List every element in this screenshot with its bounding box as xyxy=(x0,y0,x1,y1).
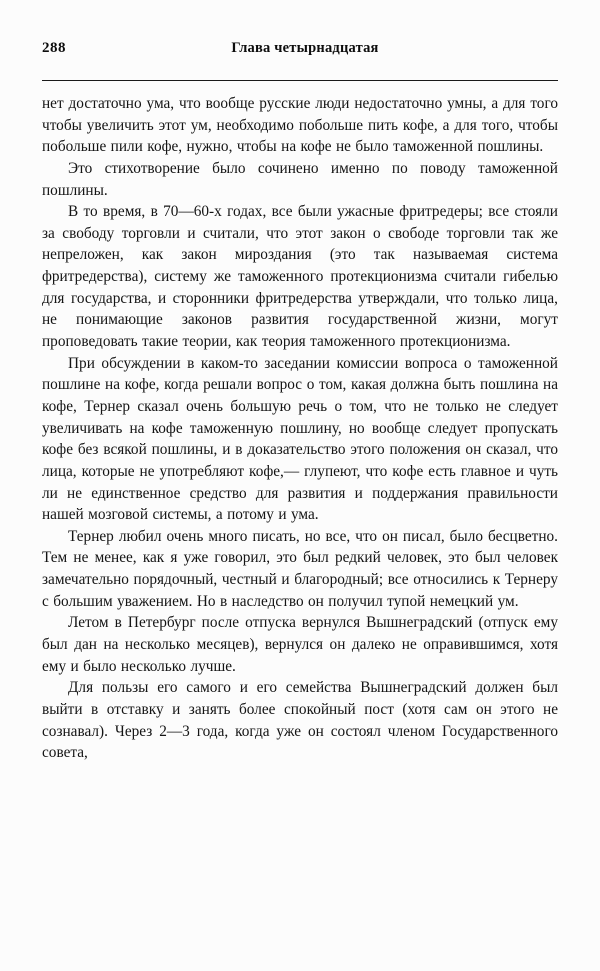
paragraph: В то время, в 70—60-х годах, все были ужасные фритредеры; все стояли за свободу торговли и считали, что этот закон о свободе торговли так же непреложен, как закон мироздания (это так называемая система фритредерства), систему же таможенного протекционизма считали гибелью для государства, и сторонники фритредерства утверждали, что только лица, не понимающие законов развития государственной жизни, могут проповедовать такие теории, как теория таможенного протекционизма. xyxy=(42,203,558,351)
header-rule xyxy=(42,80,558,81)
paragraph: Летом в Петербург после отпуска вернулся Вышнеградский (отпуск ему был дан на несколько месяцев), вернулся он далеко не оправившимся, хотя ему и было несколько лучше. xyxy=(42,614,558,675)
running-title: Глава четырнадцатая xyxy=(231,40,379,56)
page-number: 288 xyxy=(42,40,66,56)
page-header xyxy=(42,40,558,66)
paragraph: нет достаточно ума, что вообще русские люди недостаточно умны, а для того чтобы увеличить этот ум, необходимо побольше пить кофе, а для того, чтобы побольше пили кофе, нужно, чтобы на кофе не было таможенной пошлины. xyxy=(42,95,558,156)
paragraph: Тернер любил очень много писать, но все, что он писал, было бесцветно. Тем не менее, как я уже говорил, это был редкий человек, это был человек замечательно порядочный, честный и благородный; все относились к Тернеру с большим уважением. Но в наследство он получил тупой немецкий ум. xyxy=(42,527,558,610)
paragraph: Для пользы его самого и его семейства Вышнеградский должен был выйти в отставку и занять более спокойный пост (хотя сам он этого не сознавал). Через 2—3 года, когда уже он состоял членом Государственного совета, xyxy=(42,679,558,762)
body-text xyxy=(42,93,558,764)
paragraph: Это стихотворение было сочинено именно по поводу таможенной пошлины. xyxy=(42,159,558,199)
paragraph: При обсуждении в каком-то заседании комиссии вопроса о таможенной пошлине на кофе, когда решали вопрос о том, какая должна быть пошлина на кофе, Тернер сказал очень большую речь о том, что не только не следует увеличивать на кофе таможенную пошлину, но вообще следует пропускать кофе без всякой пошлины, и в доказательство этого положения он сказал, что лица, которые не употребляют кофе,— глупеют, что кофе есть главное и чуть ли не единственное средство для развития и поддержания правильности нашей мозговой системы, а потому и ума. xyxy=(42,354,558,524)
